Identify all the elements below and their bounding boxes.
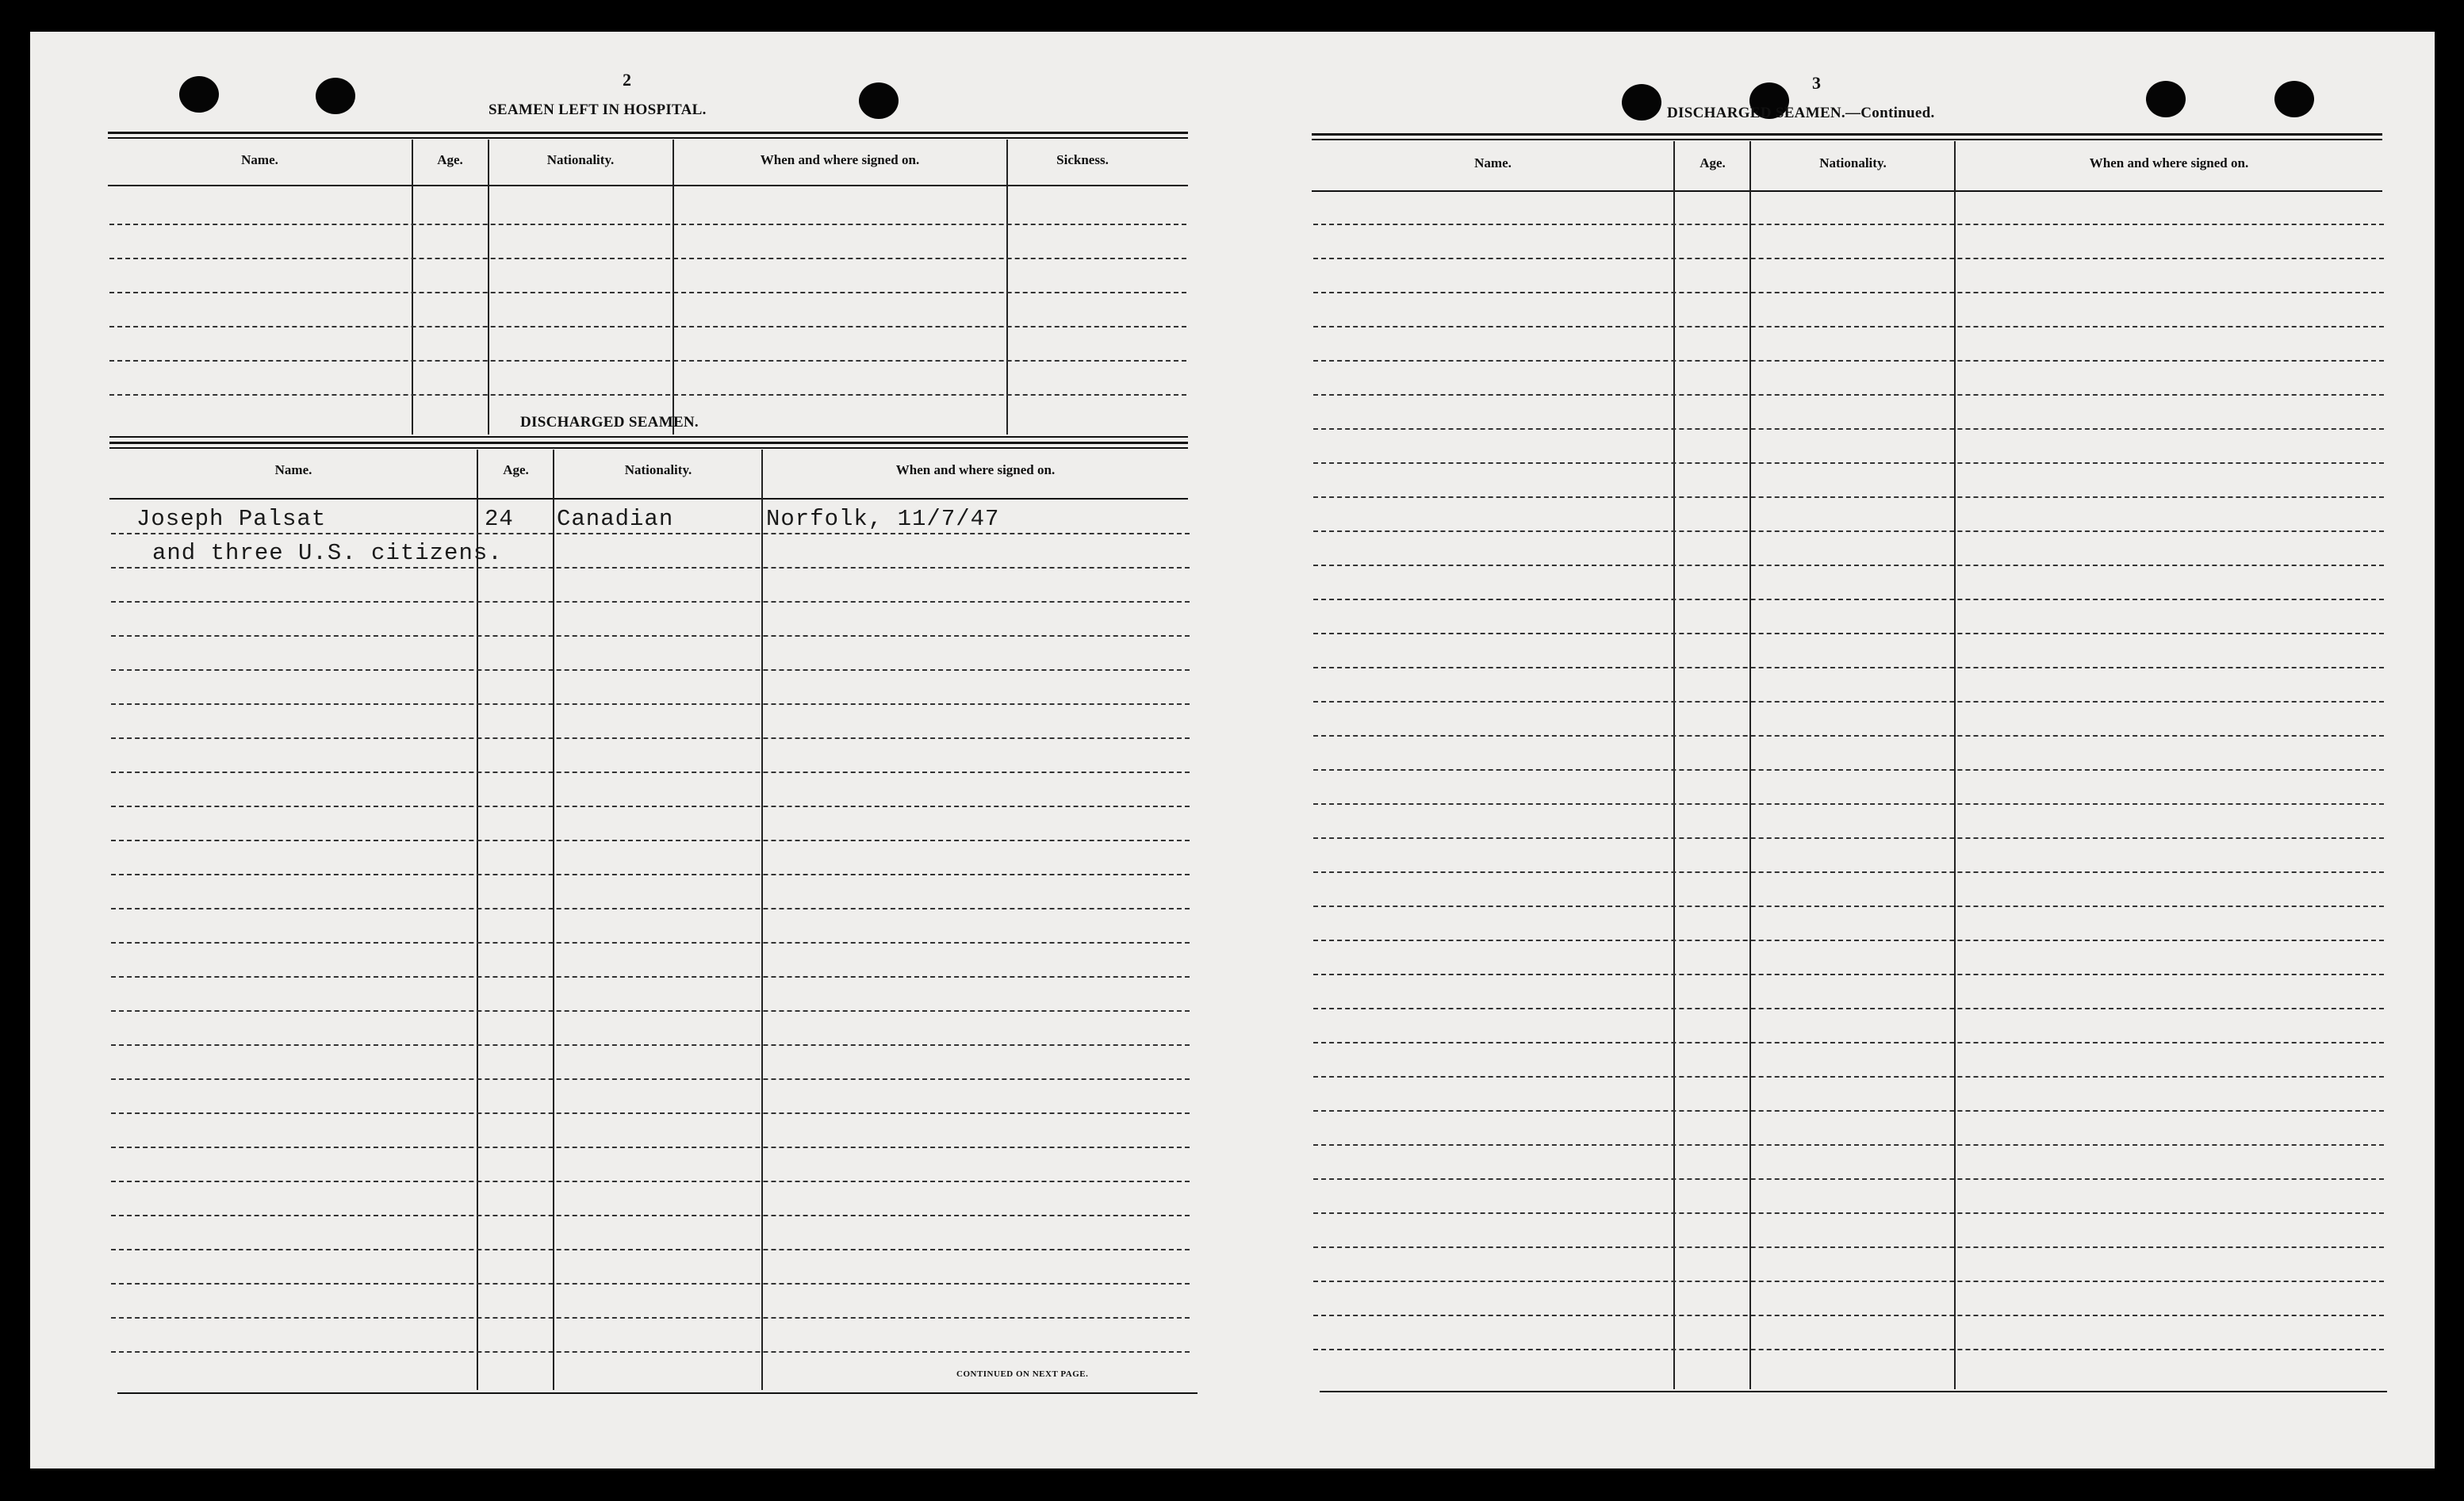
ruled-line bbox=[111, 669, 1190, 671]
ruled-line bbox=[111, 908, 1190, 909]
ruled-line bbox=[111, 533, 1190, 534]
punch-hole bbox=[859, 82, 899, 119]
ruled-line bbox=[1313, 496, 2384, 498]
ruled-line bbox=[111, 874, 1190, 875]
ruled-line bbox=[1313, 769, 2384, 771]
discharged-section-title: DISCHARGED SEAMEN. bbox=[520, 414, 699, 431]
right-col-divider bbox=[1673, 141, 1675, 1389]
right-col-age: Age. bbox=[1700, 155, 1726, 170]
right-col-name: Name. bbox=[1474, 155, 1512, 170]
ruled-line bbox=[1313, 565, 2384, 566]
hospital-col-signed-on: When and where signed on. bbox=[760, 152, 920, 167]
ruled-line bbox=[1313, 1144, 2384, 1146]
right-table-top-rule bbox=[1312, 133, 2382, 136]
ruled-line bbox=[111, 1078, 1190, 1080]
ruled-line bbox=[111, 635, 1190, 637]
ruled-line bbox=[1313, 1076, 2384, 1078]
ruled-line bbox=[1313, 428, 2384, 430]
right-col-divider bbox=[1954, 141, 1956, 1389]
punch-hole bbox=[179, 76, 219, 113]
hospital-col-divider bbox=[1006, 140, 1008, 435]
ruled-line bbox=[111, 942, 1190, 944]
ruled-line bbox=[109, 258, 1186, 259]
hospital-header-rule bbox=[108, 185, 1188, 186]
ruled-line bbox=[111, 1112, 1190, 1114]
ruled-line bbox=[1313, 701, 2384, 703]
ruled-line bbox=[111, 1147, 1190, 1148]
ruled-line bbox=[109, 292, 1186, 293]
ruled-line bbox=[1313, 462, 2384, 464]
ruled-line bbox=[111, 806, 1190, 807]
right-header-rule bbox=[1312, 190, 2382, 192]
continued-section-title: DISCHARGED SEAMEN.—Continued. bbox=[1667, 105, 1935, 121]
right-col-signed-on: When and where signed on. bbox=[2089, 155, 2249, 170]
hospital-col-age: Age. bbox=[437, 152, 463, 167]
entry-name-continued: and three U.S. citizens. bbox=[152, 540, 503, 566]
ruled-line bbox=[1313, 1315, 2384, 1316]
hospital-section-title: SEAMEN LEFT IN HOSPITAL. bbox=[489, 101, 707, 118]
ruled-line bbox=[109, 360, 1186, 362]
ruled-line bbox=[1313, 1349, 2384, 1350]
ruled-line bbox=[1313, 837, 2384, 839]
ruled-line bbox=[1313, 224, 2384, 225]
ruled-line bbox=[1313, 599, 2384, 600]
discharged-table-top-rule bbox=[109, 447, 1188, 449]
ruled-line bbox=[1313, 530, 2384, 532]
ruled-line bbox=[1313, 1281, 2384, 1282]
entry-age: 24 bbox=[485, 506, 514, 532]
discharged-header-rule bbox=[109, 498, 1188, 500]
ruled-line bbox=[111, 1215, 1190, 1216]
ruled-line bbox=[109, 394, 1186, 396]
ruled-line bbox=[111, 976, 1190, 978]
ruled-line bbox=[1313, 258, 2384, 259]
page-number-left: 2 bbox=[623, 70, 631, 90]
entry-nationality: Canadian bbox=[557, 506, 674, 532]
ruled-line bbox=[1313, 667, 2384, 668]
ruled-line bbox=[111, 1044, 1190, 1046]
ruled-line bbox=[1313, 1110, 2384, 1112]
hospital-col-divider bbox=[673, 140, 674, 435]
hospital-table-top-rule bbox=[108, 132, 1188, 134]
discharged-col-name: Name. bbox=[274, 462, 312, 477]
hospital-table-bottom-rule bbox=[109, 436, 1188, 438]
ruled-line bbox=[111, 567, 1190, 569]
ruled-line bbox=[111, 737, 1190, 739]
ruled-line bbox=[1313, 906, 2384, 907]
right-table-bottom-rule bbox=[1320, 1391, 2387, 1392]
hospital-col-nationality: Nationality. bbox=[546, 152, 615, 167]
discharged-table-bottom-rule bbox=[117, 1392, 1198, 1394]
ruled-line bbox=[1313, 360, 2384, 362]
punch-hole bbox=[316, 78, 355, 114]
document-page bbox=[30, 32, 2435, 1468]
discharged-col-nationality: Nationality. bbox=[624, 462, 692, 477]
page-number-right: 3 bbox=[1812, 73, 1821, 93]
punch-hole bbox=[2274, 81, 2314, 117]
hospital-col-divider bbox=[488, 140, 489, 435]
entry-signed-on: Norfolk, 11/7/47 bbox=[766, 506, 1000, 532]
ruled-line bbox=[1313, 1212, 2384, 1214]
ruled-line bbox=[1313, 940, 2384, 941]
punch-hole bbox=[1622, 84, 1661, 121]
ruled-line bbox=[1313, 292, 2384, 293]
ruled-line bbox=[109, 224, 1186, 225]
ruled-line bbox=[1313, 974, 2384, 975]
ruled-line bbox=[111, 703, 1190, 705]
ruled-line bbox=[111, 1249, 1190, 1250]
ruled-line bbox=[111, 1283, 1190, 1285]
ruled-line bbox=[1313, 633, 2384, 634]
right-col-nationality: Nationality. bbox=[1819, 155, 1887, 170]
ruled-line bbox=[1313, 1008, 2384, 1009]
ruled-line bbox=[111, 1317, 1190, 1319]
discharged-col-signed-on: When and where signed on. bbox=[895, 462, 1056, 477]
ruled-line bbox=[111, 772, 1190, 773]
hospital-col-divider bbox=[412, 140, 413, 435]
right-table-top-rule bbox=[1312, 139, 2382, 140]
right-col-divider bbox=[1749, 141, 1751, 1389]
ruled-line bbox=[111, 1010, 1190, 1012]
ruled-line bbox=[1313, 1042, 2384, 1043]
ruled-line bbox=[1313, 1246, 2384, 1248]
ruled-line bbox=[1313, 394, 2384, 396]
discharged-table-top-rule bbox=[109, 442, 1188, 444]
ruled-line bbox=[1313, 803, 2384, 805]
ruled-line bbox=[111, 1181, 1190, 1182]
hospital-col-name: Name. bbox=[241, 152, 278, 167]
hospital-table-top-rule bbox=[108, 137, 1188, 139]
ruled-line bbox=[111, 601, 1190, 603]
continued-note: CONTINUED ON NEXT PAGE. bbox=[956, 1369, 1089, 1379]
ruled-line bbox=[111, 840, 1190, 841]
ruled-line bbox=[109, 326, 1186, 327]
ruled-line bbox=[1313, 871, 2384, 873]
discharged-col-age: Age. bbox=[503, 462, 529, 477]
punch-hole bbox=[2146, 81, 2186, 117]
ruled-line bbox=[111, 1351, 1190, 1353]
entry-name: Joseph Palsat bbox=[136, 506, 327, 532]
ruled-line bbox=[1313, 1178, 2384, 1180]
hospital-col-sickness: Sickness. bbox=[1056, 152, 1109, 167]
ruled-line bbox=[1313, 735, 2384, 737]
ruled-line bbox=[1313, 326, 2384, 327]
